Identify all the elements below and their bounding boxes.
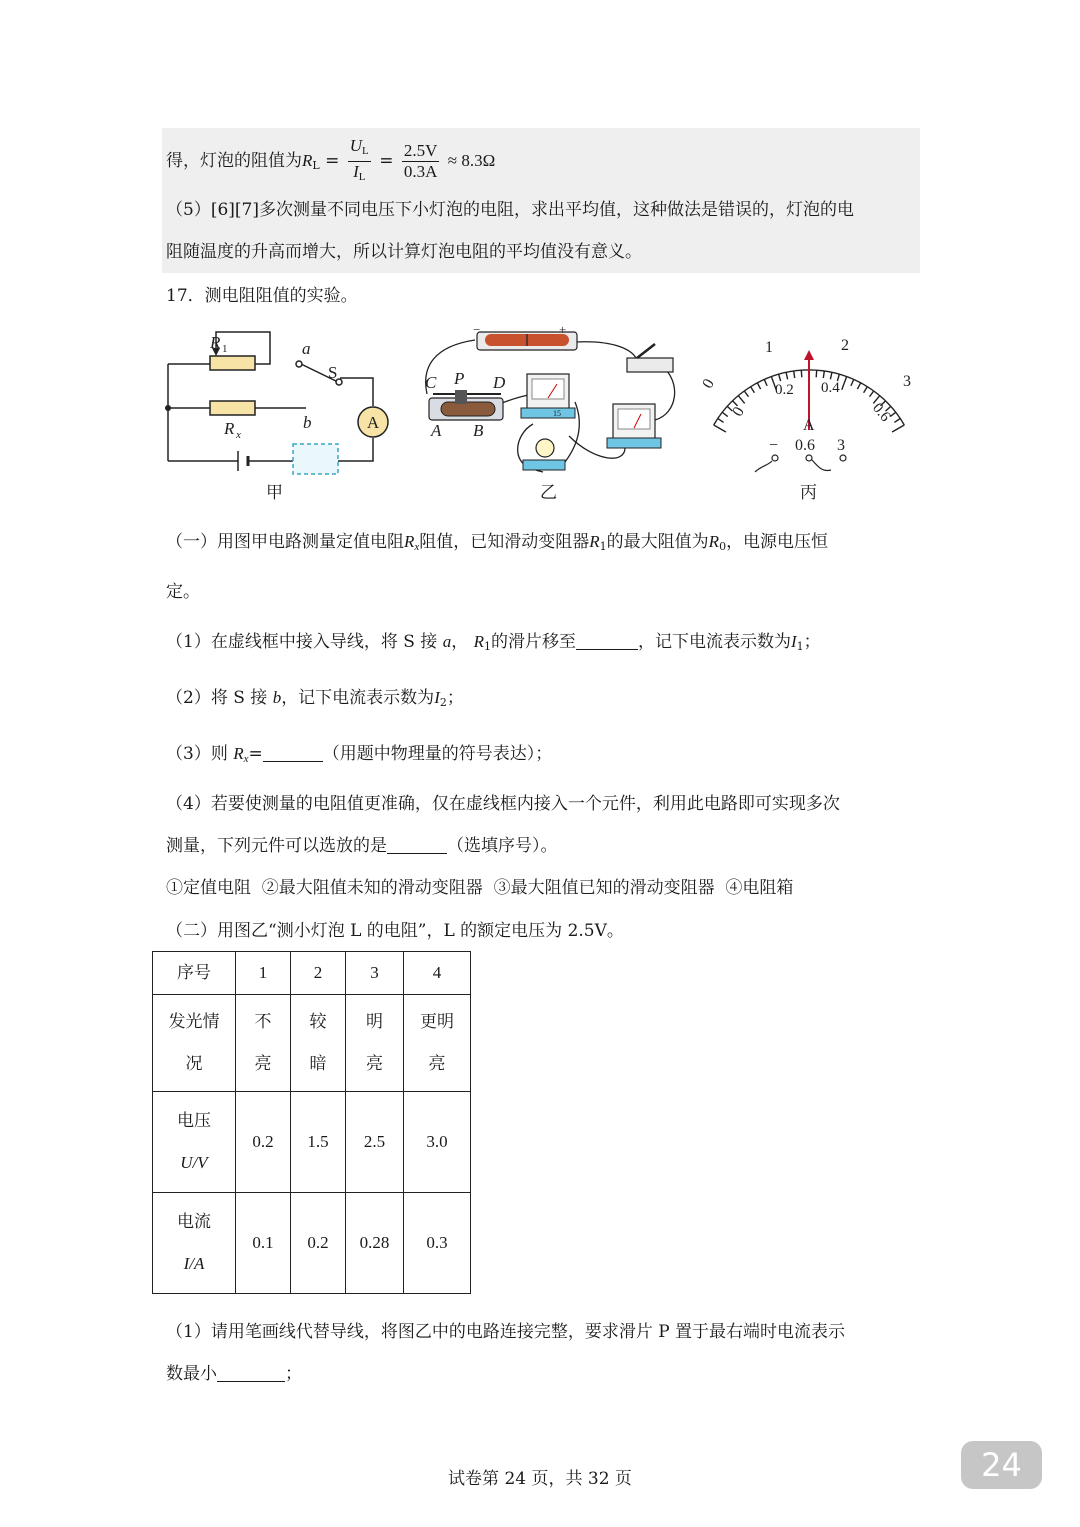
meter-tick xyxy=(764,380,767,386)
svg-text:0.4: 0.4 xyxy=(821,380,840,396)
meter-tick xyxy=(794,371,795,378)
svg-text:R: R xyxy=(224,419,235,438)
rx-resistor xyxy=(210,401,255,415)
meter-tick xyxy=(823,371,824,378)
meter-tick xyxy=(894,419,900,423)
table-row-header: 序号 1 2 3 4 xyxy=(153,952,471,995)
part2-q1-line1: （1）请用笔画线代替导线，将图乙中的电路连接完整，要求滑片 P 置于最右端时电流表示 xyxy=(166,1322,846,1342)
svg-text:1: 1 xyxy=(765,339,773,356)
meter-tick xyxy=(744,391,748,397)
data-table xyxy=(152,951,471,1294)
svg-text:0: 0 xyxy=(699,376,718,392)
table-row-glow: 发光情 况 不 亮 较 暗 明 亮 更明 亮 xyxy=(153,995,471,1092)
part1-q3: （3）则 $R_x=$ （用题中物理量的符号表达）； xyxy=(166,744,553,765)
part1-q4-line2: 测量，下列元件可以选放的是 （选填序号）。 xyxy=(166,836,558,856)
ammeter-base xyxy=(607,438,661,448)
meter-tick xyxy=(892,425,904,432)
svg-text:D: D xyxy=(493,373,506,392)
meter-tick xyxy=(722,412,728,416)
part2-q1-line2: 数最小 ； xyxy=(166,1364,302,1384)
part1-q1: （1）在虚线框中接入导线，将 S 接 a， $R_1$的滑片移至 ，记下电流表示数为$I_1$； xyxy=(166,632,821,653)
answer-blank-3[interactable] xyxy=(263,743,323,762)
meter-tick xyxy=(816,370,817,377)
meter-tick xyxy=(830,372,832,379)
rheostat-coil xyxy=(441,402,495,416)
page-footer: 试卷第 24 页，共 32 页 xyxy=(448,1469,632,1489)
svg-text:1: 1 xyxy=(222,343,228,355)
answer-blank-1[interactable] xyxy=(576,631,638,650)
svg-text:R: R xyxy=(210,333,221,352)
svg-text:A: A xyxy=(803,417,815,434)
switch-lever xyxy=(637,344,655,358)
part2-intro: （二）用图乙“测小灯泡 L 的电阻”，L 的额定电压为 2.5V。 xyxy=(166,921,624,941)
part1-q2: （2）将 S 接 b，记下电流表示数为$I_2$； xyxy=(166,688,464,709)
meter-tick xyxy=(786,372,788,379)
part1-options: ①定值电阻 ②最大阻值未知的滑动变阻器 ③最大阻值已知的滑动变阻器 ④电阻箱 xyxy=(166,878,794,898)
svg-text:b: b xyxy=(303,413,312,432)
svg-text:P: P xyxy=(454,369,465,388)
u-over-i-fraction: $\frac{U_L}{I_L}$ xyxy=(349,136,369,183)
svg-text:0: 0 xyxy=(729,404,748,420)
question-title: 17．测电阻阻值的实验。 xyxy=(166,286,358,306)
svg-text:+: + xyxy=(559,322,567,337)
svg-text:−: − xyxy=(769,437,779,454)
dashed-box xyxy=(293,444,338,474)
meter-tick xyxy=(779,374,781,381)
svg-text:3: 3 xyxy=(903,373,911,390)
switch-base xyxy=(627,358,673,372)
svg-text:A: A xyxy=(431,421,442,440)
table-row-voltage: 电压 U/V 0.2 1.5 2.5 3.0 xyxy=(153,1092,471,1193)
meter-tick xyxy=(842,377,847,390)
meter-tick xyxy=(718,419,724,423)
svg-text:A: A xyxy=(366,413,380,432)
meter-tick xyxy=(870,391,874,397)
part1-q4-line1: （4）若要使测量的电阻值更准确，仅在虚线框内接入一个元件，利用此电路即可实现多次 xyxy=(166,794,840,814)
meter-tick xyxy=(851,380,854,386)
switch-contact-a xyxy=(296,361,302,367)
bulb-icon xyxy=(536,439,554,457)
figure-yi-caption: 乙 xyxy=(540,483,557,503)
part1-intro-line1: （一）用图甲电路测量定值电阻$R_x$阻值，已知滑动变阻器$R_1$的最大阻值为$R_0$，电源电压恒 xyxy=(166,532,829,553)
wire-to-minus xyxy=(755,461,772,472)
voltmeter-base xyxy=(521,408,575,418)
answer-blank-4[interactable] xyxy=(387,835,447,854)
figure-bing-caption: 丙 xyxy=(800,483,817,503)
r-l-symbol: R xyxy=(302,151,313,170)
svg-text:3: 3 xyxy=(837,437,845,454)
meter-tick xyxy=(801,370,802,377)
meter-tick xyxy=(857,383,860,389)
approx-result: ≈ 8.3Ω xyxy=(447,151,496,170)
figure-yi-circuit xyxy=(415,322,690,482)
r1-resistor xyxy=(210,356,255,370)
svg-text:B: B xyxy=(473,421,484,440)
svg-text:0.2: 0.2 xyxy=(775,382,794,398)
svg-text:x: x xyxy=(236,429,241,441)
table-row-current: 电流 I/A 0.1 0.2 0.28 0.3 xyxy=(153,1193,471,1294)
solution-line-2: （5）[6][7]多次测量不同电压下小灯泡的电阻，求出平均值，这种做法是错误的，灯泡的电 xyxy=(166,200,854,220)
part1-intro-line2: 定。 xyxy=(166,582,200,602)
svg-text:2: 2 xyxy=(841,337,849,354)
svg-text:0.6: 0.6 xyxy=(869,400,894,425)
answer-blank-5[interactable] xyxy=(217,1363,285,1382)
svg-text:−: − xyxy=(473,322,481,337)
rheostat-slider xyxy=(455,390,467,404)
page-number-badge: 24 xyxy=(961,1441,1042,1489)
meter-tick xyxy=(757,383,760,389)
figure-bing-meter xyxy=(695,330,925,480)
bulb-base xyxy=(523,460,565,470)
figure-jia-circuit xyxy=(158,326,398,498)
svg-text:0.6: 0.6 xyxy=(795,437,815,454)
solution-line-1: 得，灯泡的阻值为$R_L$ = $\frac{U_L}{I_L}$ = $\frac{2.5V}{0.3A}$ ≈ 8.3Ω xyxy=(166,136,495,187)
meter-tick xyxy=(751,387,755,393)
svg-text:S: S xyxy=(328,363,338,382)
svg-text:C: C xyxy=(425,373,437,392)
meter-tick xyxy=(714,425,726,432)
meter-tick xyxy=(738,396,744,404)
figure-jia-caption: 甲 xyxy=(266,483,283,503)
svg-text:a: a xyxy=(302,339,311,358)
svg-text:15: 15 xyxy=(553,409,561,418)
value-fraction: $\frac{2.5V}{0.3A}$ xyxy=(403,141,438,181)
meter-tick xyxy=(864,387,868,393)
solution-line-3: 阻随温度的升高而增大，所以计算灯泡电阻的平均值没有意义。 xyxy=(166,242,642,262)
wire-to-0-6 xyxy=(812,460,831,471)
